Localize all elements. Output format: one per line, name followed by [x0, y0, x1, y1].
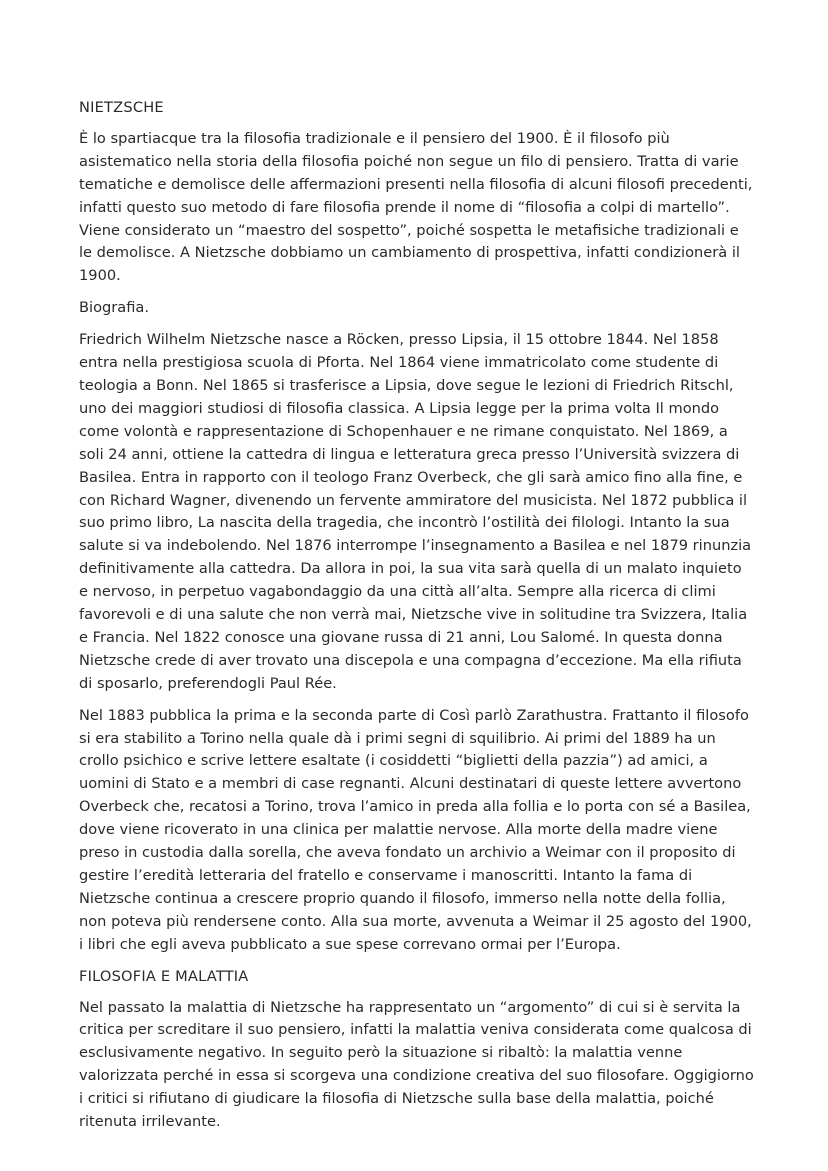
intro-paragraph: È lo spartiacque tra la filosofia tradizionale e il pensiero del 1900. È il filosofo più asistematico nella storia della filosofia poiché non segue un filo di pensiero. Tratta di varie tematiche e demolisce delle affermazioni presenti nella filosofia di alcuni filosofi precedenti, infatti questo suo metodo di fare filosofia prende il nome di “filosofia a colpi di martello”. Viene considerato un “maestro del sospetto”, poiché sospetta le metafisiche tradizionali e le demolisce. A Nietzsche dobbiamo un cambiamento di prospettiva, infatti condizionerà il 1900. [79, 129, 753, 285]
document-page [79, 97, 755, 1143]
section-title-filosofia-e-malattia: FILOSOFIA E MALATTIA [79, 967, 249, 985]
biography-paragraph-1: Friedrich Wilhelm Nietzsche nasce a Röcken, presso Lipsia, il 15 ottobre 1844. Nel 1858 entra nella prestigiosa scuola di Pforta. Nel 1864 viene immatricolato come studente di teologia a Bonn. Nel 1865 si trasferisce a Lipsia, dove segue le lezioni di Friedrich Ritschl, uno dei maggiori studiosi di filosofia classica. A Lipsia legge per la prima volta Il mondo come volontà e rappresentazione di Schopenhauer e ne rimane conquistato. Nel 1869, a soli 24 anni, ottiene la cattedra di lingua e letteratura greca presso l’Università svizzera di Basilea. Entra in rapporto con il teologo Franz Overbeck, che gli sarà amico fino alla fine, e con Richard Wagner, divenendo un fervente ammiratore del musicista. Nel 1872 pubblica il suo primo libro, La nascita della tragedia, che incontrò l’ostilità dei filologi. Intanto la sua salute si va indebolendo. Nel 1876 interrompe l’insegnamento a Basilea e nel 1879 rinunzia definitivamente alla cattedra. Da allora in poi, la sua vita sarà quella di un malato inquieto e nervoso, in perpetuo vagabondaggio da una città all’alta. Sempre alla ricerca di climi favorevoli e di una salute che non verrà mai, Nietzsche vive in solitudine tra Svizzera, Italia e Francia. Nel 1822 conosce una giovane russa di 21 anni, Lou Salomé. In questa donna Nietzsche crede di aver trovato una discepola e una compagna d’eccezione. Ma ella rifiuta di sposarlo, preferendogli Paul Rée. [79, 331, 752, 692]
biography-label: Biografia. [79, 299, 149, 317]
document-title: NIETZSCHE [79, 99, 164, 116]
malattia-paragraph: Nel passato la malattia di Nietzsche ha rappresentato un “argomento” di cui si è servita la critica per screditare il suo pensiero, infatti la malattia veniva considerata come qualcosa di esclusivamente negativo. In seguito però la situazione si ribaltò: la malattia venne valorizzata perché in essa si scorgeva una condizione creativa del suo filosofare. Oggigiorno i critici si rifiutano di giudicare la filosofia di Nietzsche sulla base della malattia, poiché ritenuta irrilevante. [79, 998, 754, 1131]
biography-paragraph-2: Nel 1883 pubblica la prima e la seconda parte di Così parlò Zarathustra. Frattanto il filosofo si era stabilito a Torino nella quale dà i primi segni di squilibrio. Ai primi del 1889 ha un crollo psichico e scrive lettere esaltate (i cosiddetti “biglietti della pazzia”) ad amici, a uomini di Stato e a membri di case regnanti. Alcuni destinatari di queste lettere avvertono Overbeck che, recatosi a Torino, trova l’amico in preda alla follia e lo porta con sé a Basilea, dove viene ricoverato in una clinica per malattie nervose. Alla morte della madre viene preso in custodia dalla sorella, che aveva fondato un archivio a Weimar con il proposito di gestire l’eredità letteraria del fratello e conservame i manoscritti. Intanto la fama di Nietzsche continua a crescere proprio quando il filosofo, immerso nella notte della follia, non poteva più rendersene conto. Alla sua morte, avvenuta a Weimar il 25 agosto del 1900, i libri che egli aveva pubblicato a sue spese correvano ormai per l’Europa. [79, 706, 752, 953]
